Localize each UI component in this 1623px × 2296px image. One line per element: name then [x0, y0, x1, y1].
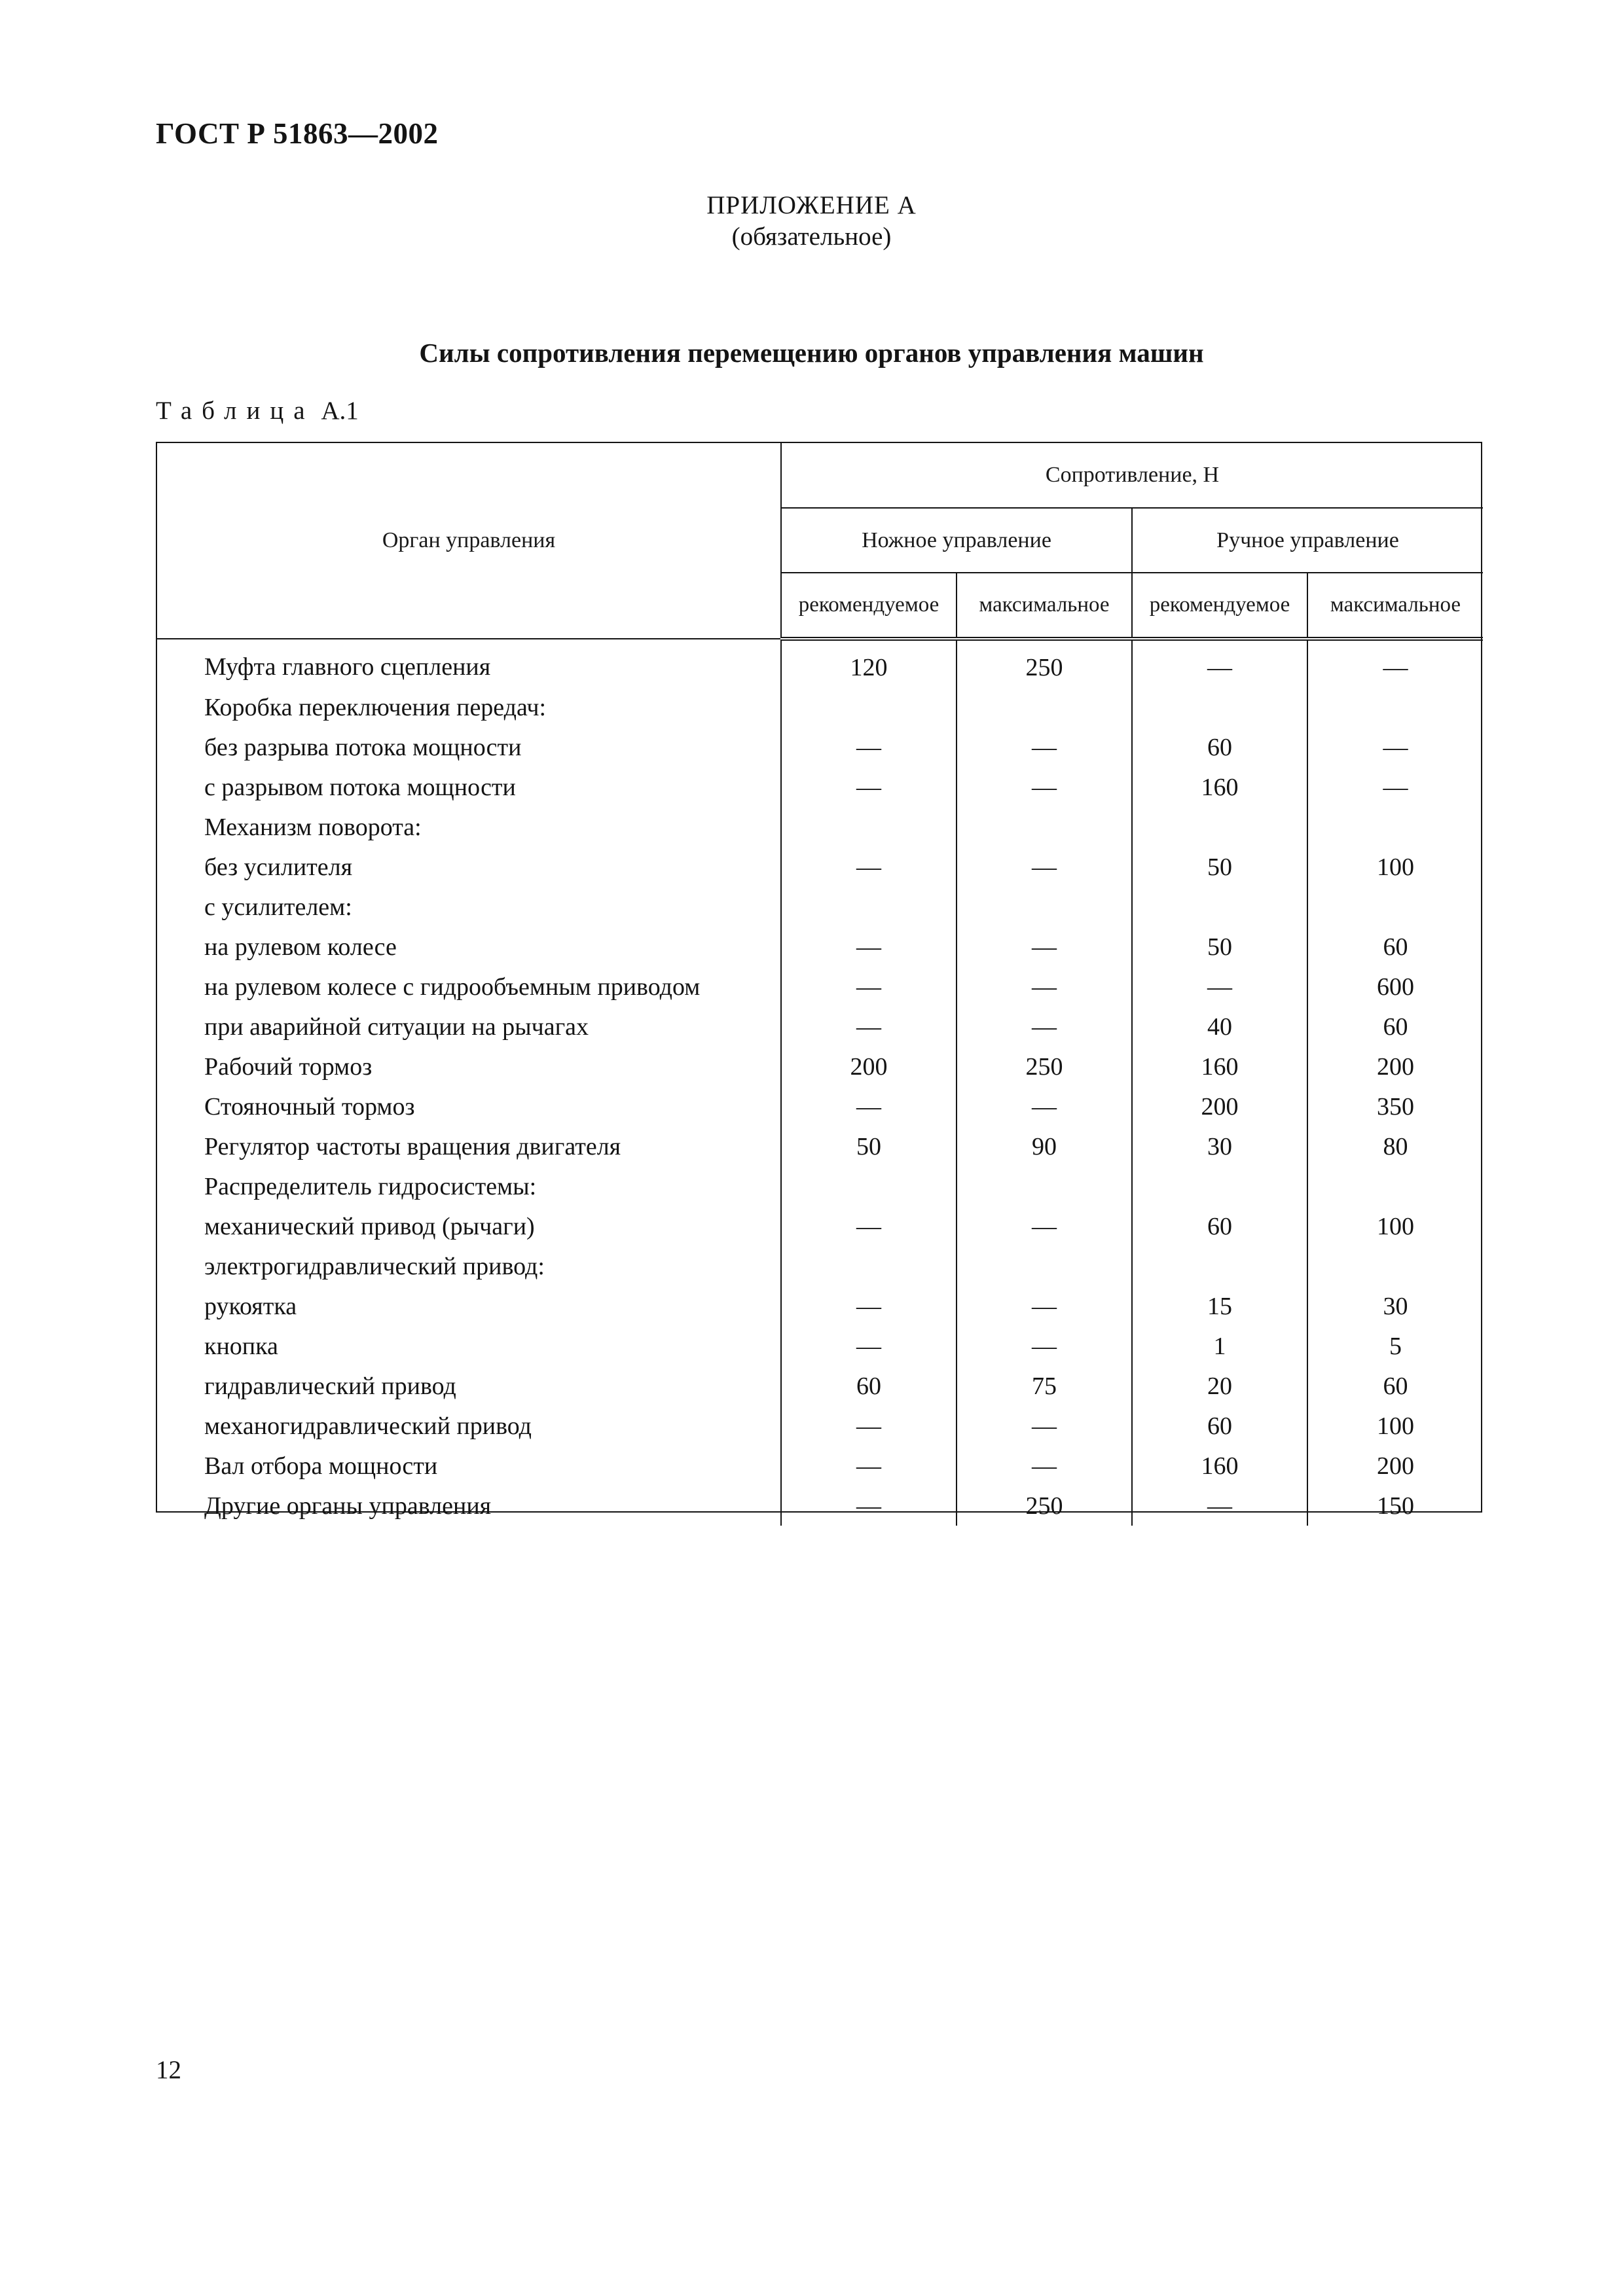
table-row [157, 1286, 1483, 1326]
foot-recommended-cell: — [781, 767, 957, 807]
foot-recommended-cell [781, 1166, 957, 1206]
table-row [157, 807, 1483, 847]
foot-maximum-cell [957, 887, 1132, 927]
hand-recommended-cell: 160 [1132, 1047, 1307, 1086]
hand-maximum-cell: 80 [1307, 1126, 1483, 1166]
foot-maximum-cell: — [957, 1446, 1132, 1486]
organ-name-cell: механогидравлический привод [204, 1412, 532, 1440]
foot-recommended-cell: 50 [781, 1126, 957, 1166]
table-row [157, 1126, 1483, 1166]
hand-maximum-cell: — [1307, 639, 1483, 687]
foot-maximum-cell: — [957, 1086, 1132, 1126]
hand-maximum-cell: 60 [1307, 1366, 1483, 1406]
foot-maximum-cell: 250 [957, 639, 1132, 687]
organ-name-cell: Вал отбора мощности [204, 1452, 438, 1480]
header-hand-maximum: максимальное [1307, 573, 1483, 639]
hand-recommended-cell: 60 [1132, 727, 1307, 767]
foot-recommended-cell: — [781, 1007, 957, 1047]
header-foot-control: Ножное управление [781, 508, 1132, 573]
table-row [157, 1047, 1483, 1086]
table-row [157, 1246, 1483, 1286]
organ-name-cell: Регулятор частоты вращения двигателя [204, 1132, 621, 1160]
foot-recommended-cell: — [781, 967, 957, 1007]
table-row [157, 1446, 1483, 1486]
foot-maximum-cell: — [957, 847, 1132, 887]
hand-recommended-cell [1132, 687, 1307, 727]
hand-recommended-cell [1132, 887, 1307, 927]
foot-maximum-cell: — [957, 1286, 1132, 1326]
hand-maximum-cell: 100 [1307, 847, 1483, 887]
document-code: ГОСТ Р 51863—2002 [156, 117, 439, 150]
organ-name-cell: Муфта главного сцепления [204, 653, 491, 681]
table-row [157, 1486, 1483, 1526]
table-row [157, 687, 1483, 727]
organ-name-cell: рукоятка [204, 1292, 297, 1320]
hand-maximum-cell [1307, 887, 1483, 927]
header-hand-recommended: рекомендуемое [1132, 573, 1307, 639]
foot-recommended-cell: — [781, 1326, 957, 1366]
hand-recommended-cell: 50 [1132, 847, 1307, 887]
hand-maximum-cell: 100 [1307, 1406, 1483, 1446]
hand-recommended-cell: 1 [1132, 1326, 1307, 1366]
foot-maximum-cell: — [957, 1326, 1132, 1366]
foot-recommended-cell: — [781, 1086, 957, 1126]
foot-recommended-cell [781, 1246, 957, 1286]
hand-recommended-cell: 200 [1132, 1086, 1307, 1126]
hand-recommended-cell: 15 [1132, 1286, 1307, 1326]
hand-recommended-cell: 40 [1132, 1007, 1307, 1047]
table-row [157, 1086, 1483, 1126]
table-row [157, 1366, 1483, 1406]
table-row [157, 1007, 1483, 1047]
foot-maximum-cell [957, 1246, 1132, 1286]
foot-recommended-cell: — [781, 1286, 957, 1326]
foot-maximum-cell: 90 [957, 1126, 1132, 1166]
table-body [157, 639, 1483, 1526]
organ-name-cell: Стояночный тормоз [204, 1092, 415, 1121]
hand-recommended-cell: 30 [1132, 1126, 1307, 1166]
foot-recommended-cell: — [781, 1206, 957, 1246]
organ-name-cell: механический привод (рычаги) [204, 1212, 535, 1240]
hand-recommended-cell: 60 [1132, 1206, 1307, 1246]
organ-name-cell: Коробка переключения передач: [204, 693, 547, 721]
hand-maximum-cell: 350 [1307, 1086, 1483, 1126]
organ-name-cell: без усилителя [204, 853, 353, 881]
foot-recommended-cell: — [781, 727, 957, 767]
foot-maximum-cell: 250 [957, 1047, 1132, 1086]
header-foot-recommended: рекомендуемое [781, 573, 957, 639]
table-caption-word: Таблица [156, 397, 315, 425]
hand-recommended-cell [1132, 1246, 1307, 1286]
hand-maximum-cell: 30 [1307, 1286, 1483, 1326]
organ-name-cell: кнопка [204, 1332, 278, 1360]
hand-maximum-cell: — [1307, 767, 1483, 807]
appendix-heading [0, 190, 1623, 253]
foot-maximum-cell [957, 1166, 1132, 1206]
table-row [157, 1206, 1483, 1246]
foot-recommended-cell: — [781, 1446, 957, 1486]
hand-maximum-cell [1307, 1166, 1483, 1206]
hand-recommended-cell [1132, 807, 1307, 847]
hand-recommended-cell: 160 [1132, 767, 1307, 807]
foot-recommended-cell: — [781, 1406, 957, 1446]
organ-name-cell: при аварийной ситуации на рычагах [204, 1013, 589, 1041]
organ-name-cell: Распределитель гидросистемы: [204, 1172, 537, 1200]
header-organ: Орган управления [157, 443, 781, 639]
foot-recommended-cell [781, 807, 957, 847]
table-row [157, 1406, 1483, 1446]
hand-maximum-cell [1307, 687, 1483, 727]
foot-maximum-cell: 75 [957, 1366, 1132, 1406]
header-hand-control: Ручное управление [1132, 508, 1483, 573]
table-row [157, 887, 1483, 927]
hand-maximum-cell: — [1307, 727, 1483, 767]
table-row [157, 767, 1483, 807]
hand-maximum-cell: 60 [1307, 1007, 1483, 1047]
hand-maximum-cell: 5 [1307, 1326, 1483, 1366]
foot-maximum-cell [957, 807, 1132, 847]
table-row [157, 727, 1483, 767]
organ-name-cell: с разрывом потока мощности [204, 773, 516, 801]
page-number: 12 [156, 2056, 181, 2084]
organ-name-cell: Механизм поворота: [204, 813, 422, 841]
foot-maximum-cell: — [957, 727, 1132, 767]
organ-name-cell: на рулевом колесе [204, 933, 397, 961]
appendix-title: ПРИЛОЖЕНИЕ А [706, 191, 917, 219]
foot-recommended-cell [781, 687, 957, 727]
organ-name-cell: Другие органы управления [204, 1492, 492, 1520]
organ-name-cell: без разрыва потока мощности [204, 733, 522, 761]
table-row [157, 1326, 1483, 1366]
foot-maximum-cell: — [957, 927, 1132, 967]
hand-recommended-cell: — [1132, 967, 1307, 1007]
resistance-table [157, 443, 1483, 1526]
organ-name-cell: с усилителем: [204, 893, 352, 921]
hand-recommended-cell: — [1132, 639, 1307, 687]
table-caption [156, 396, 359, 425]
table-row [157, 847, 1483, 887]
hand-maximum-cell: 60 [1307, 927, 1483, 967]
resistance-table-frame [156, 442, 1482, 1520]
organ-name-cell: Рабочий тормоз [204, 1052, 373, 1081]
foot-maximum-cell: — [957, 1206, 1132, 1246]
hand-maximum-cell: 600 [1307, 967, 1483, 1007]
organ-name-cell: гидравлический привод [204, 1372, 456, 1400]
foot-recommended-cell: — [781, 927, 957, 967]
foot-recommended-cell: — [781, 1486, 957, 1526]
foot-recommended-cell: 60 [781, 1366, 957, 1406]
appendix-status: (обязательное) [731, 223, 892, 251]
hand-maximum-cell: 200 [1307, 1446, 1483, 1486]
hand-recommended-cell [1132, 1166, 1307, 1206]
foot-maximum-cell: 250 [957, 1486, 1132, 1526]
foot-recommended-cell: 200 [781, 1047, 957, 1086]
organ-name-cell: электрогидравлический привод: [204, 1252, 545, 1280]
hand-recommended-cell: 20 [1132, 1366, 1307, 1406]
foot-maximum-cell [957, 687, 1132, 727]
foot-recommended-cell: — [781, 847, 957, 887]
foot-maximum-cell: — [957, 1007, 1132, 1047]
hand-maximum-cell: 100 [1307, 1206, 1483, 1246]
header-resistance: Сопротивление, Н [781, 443, 1483, 508]
foot-maximum-cell: — [957, 767, 1132, 807]
table-row [157, 967, 1483, 1007]
hand-maximum-cell: 200 [1307, 1047, 1483, 1086]
hand-maximum-cell [1307, 1246, 1483, 1286]
hand-recommended-cell: 60 [1132, 1406, 1307, 1446]
table-row [157, 639, 1483, 687]
hand-recommended-cell: 50 [1132, 927, 1307, 967]
section-title: Силы сопротивления перемещению органов управления машин [419, 338, 1204, 368]
hand-recommended-cell: — [1132, 1486, 1307, 1526]
hand-maximum-cell [1307, 807, 1483, 847]
foot-maximum-cell: — [957, 967, 1132, 1007]
organ-name-cell: на рулевом колесе с гидрообъемным приводом [204, 973, 701, 1001]
foot-maximum-cell: — [957, 1406, 1132, 1446]
foot-recommended-cell [781, 887, 957, 927]
table-row [157, 927, 1483, 967]
foot-recommended-cell: 120 [781, 639, 957, 687]
header-foot-maximum: максимальное [957, 573, 1132, 639]
hand-recommended-cell: 160 [1132, 1446, 1307, 1486]
hand-maximum-cell: 150 [1307, 1486, 1483, 1526]
table-caption-number: А.1 [321, 397, 359, 425]
table-row [157, 1166, 1483, 1206]
